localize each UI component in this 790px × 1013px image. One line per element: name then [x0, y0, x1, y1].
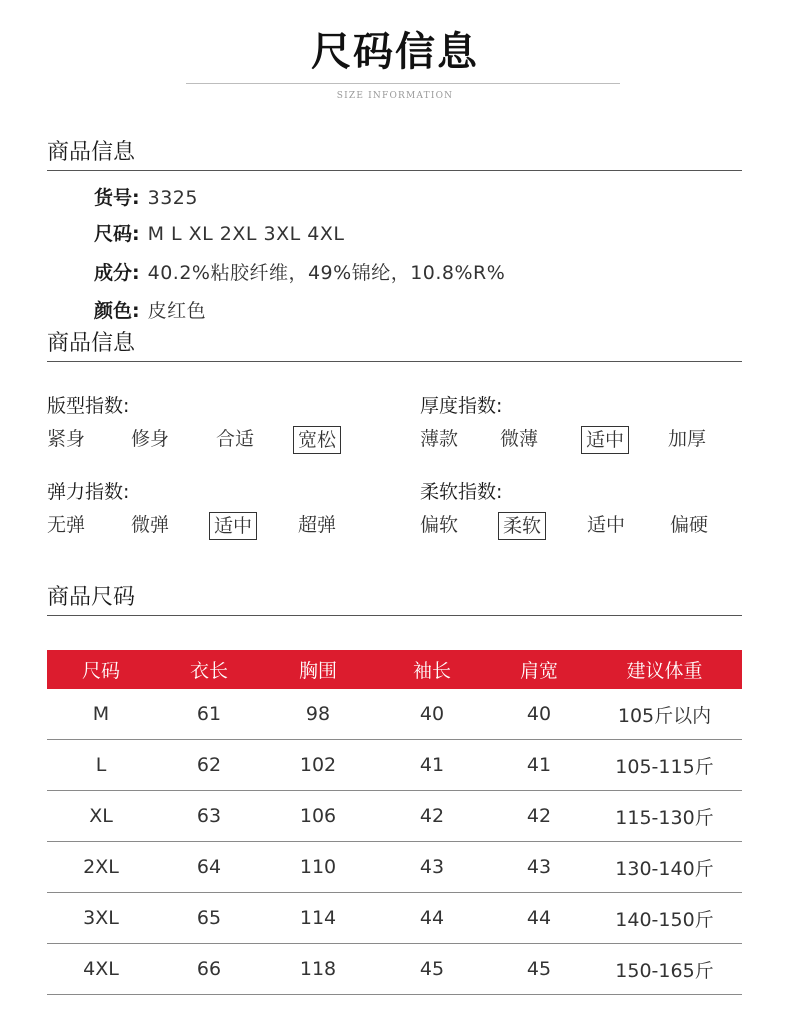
fit-option-tight: 紧身	[47, 428, 86, 450]
softness-option-hard: 偏硬	[670, 514, 709, 536]
thickness-option-medium-selected: 适中	[581, 426, 629, 454]
info-value: 40.2%粘胶纤维，49%锦纶，10.8%R%	[147, 262, 506, 284]
table-cell: 44	[526, 907, 552, 929]
column-header-length: 衣长	[189, 660, 228, 682]
page-subtitle: SIZE INFORMATION	[336, 91, 454, 101]
table-cell: M	[92, 703, 110, 725]
fit-index-label: 版型指数:	[47, 395, 130, 417]
fit-option-regular: 合适	[216, 428, 255, 450]
table-cell: 105-115斤	[615, 755, 714, 778]
size-table	[47, 650, 742, 995]
thickness-option-slightly-thin: 微薄	[500, 428, 539, 450]
info-value: M L XL 2XL 3XL 4XL	[147, 223, 345, 245]
page-title: 尺码信息	[311, 29, 479, 75]
table-row	[47, 791, 742, 842]
thickness-index-label: 厚度指数:	[420, 395, 503, 417]
table-cell: 42	[526, 805, 552, 827]
info-value: 3325	[147, 187, 198, 209]
thickness-option-thin: 薄款	[420, 428, 459, 450]
table-row	[47, 842, 742, 893]
elasticity-option-none: 无弹	[47, 514, 86, 536]
info-label: 颜色:	[94, 300, 140, 322]
title-divider	[186, 83, 620, 84]
info-label: 尺码:	[94, 223, 140, 245]
table-cell: 2XL	[83, 856, 119, 878]
table-cell: 44	[419, 907, 445, 929]
column-header-size: 尺码	[81, 660, 120, 682]
softness-option-softish: 偏软	[420, 514, 459, 536]
fit-option-slim: 修身	[131, 428, 170, 450]
info-label: 成分:	[94, 262, 140, 284]
table-cell: 105斤以内	[617, 704, 712, 727]
table-cell: 114	[299, 907, 337, 929]
table-cell: 150-165斤	[615, 959, 714, 982]
indices-divider	[47, 361, 742, 362]
thickness-option-thick: 加厚	[668, 428, 707, 450]
elasticity-option-super: 超弹	[298, 514, 337, 536]
table-row	[47, 740, 742, 791]
indices-title: 商品信息	[47, 331, 136, 356]
column-header-weight: 建议体重	[626, 660, 703, 682]
table-cell: 115-130斤	[615, 806, 714, 829]
table-cell: 66	[196, 958, 222, 980]
table-cell: 118	[299, 958, 337, 980]
table-cell: 43	[419, 856, 445, 878]
table-cell: 65	[196, 907, 222, 929]
table-cell: 41	[526, 754, 552, 776]
table-cell: 45	[526, 958, 552, 980]
table-cell: 110	[299, 856, 337, 878]
softness-option-medium: 适中	[587, 514, 626, 536]
size-table-title: 商品尺码	[47, 585, 136, 610]
table-cell: 64	[196, 856, 222, 878]
fit-option-loose-selected: 宽松	[293, 426, 341, 454]
table-cell: 102	[299, 754, 337, 776]
info-value: 皮红色	[147, 300, 207, 322]
elasticity-option-slight: 微弹	[131, 514, 170, 536]
table-cell: L	[95, 754, 107, 776]
table-cell: 40	[419, 703, 445, 725]
table-cell: 42	[419, 805, 445, 827]
softness-index-label: 柔软指数:	[420, 481, 503, 503]
table-row	[47, 944, 742, 995]
table-cell: 106	[299, 805, 337, 827]
table-cell: 140-150斤	[615, 908, 714, 931]
info-row-color	[94, 298, 206, 324]
column-header-sleeve: 袖长	[412, 660, 451, 682]
table-row	[47, 689, 742, 740]
elasticity-index-label: 弹力指数:	[47, 481, 130, 503]
info-row-composition	[94, 260, 505, 286]
elasticity-option-medium-selected: 适中	[209, 512, 257, 540]
column-header-chest: 胸围	[298, 660, 337, 682]
table-cell: 3XL	[83, 907, 119, 929]
table-cell: 61	[196, 703, 222, 725]
table-cell: 63	[196, 805, 222, 827]
table-cell: XL	[89, 805, 113, 827]
table-cell: 130-140斤	[615, 857, 714, 880]
info-row-item-number	[94, 185, 198, 211]
softness-option-soft-selected: 柔软	[498, 512, 546, 540]
table-cell: 98	[305, 703, 331, 725]
table-cell: 62	[196, 754, 222, 776]
table-cell: 4XL	[83, 958, 119, 980]
table-cell: 41	[419, 754, 445, 776]
table-cell: 43	[526, 856, 552, 878]
table-cell: 40	[526, 703, 552, 725]
table-header	[47, 650, 742, 689]
info-row-sizes	[94, 221, 344, 247]
column-header-shoulder: 肩宽	[519, 660, 558, 682]
product-info-title: 商品信息	[47, 140, 136, 165]
product-info-divider	[47, 170, 742, 171]
size-table-divider	[47, 615, 742, 616]
table-cell: 45	[419, 958, 445, 980]
info-label: 货号:	[94, 187, 140, 209]
table-row	[47, 893, 742, 944]
